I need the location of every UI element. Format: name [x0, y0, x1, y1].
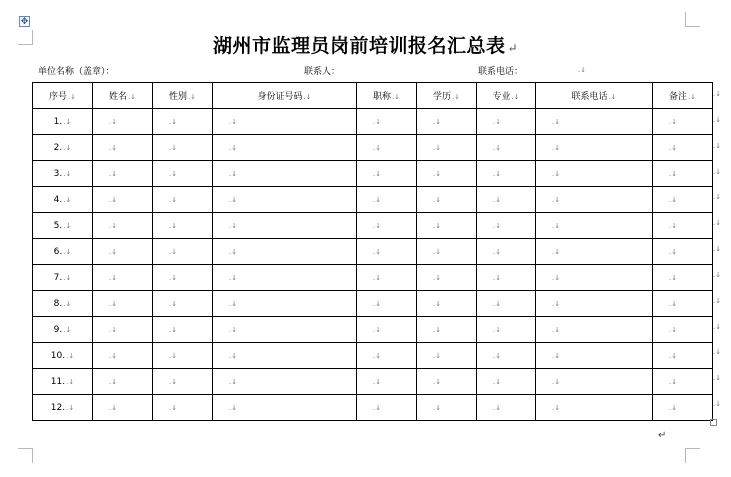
- table-move-handle-icon[interactable]: ✥: [20, 17, 29, 27]
- end-paragraph-mark: ↵: [658, 430, 667, 441]
- table-cell[interactable]: [417, 161, 477, 187]
- cell-end-mark: .↓: [552, 247, 561, 256]
- cell-end-mark: .↓: [669, 117, 678, 126]
- table-row: [33, 395, 713, 421]
- table-cell[interactable]: [357, 369, 417, 395]
- cell-end-mark: .↓: [669, 247, 678, 256]
- table-cell[interactable]: [357, 161, 417, 187]
- table-cell[interactable]: [477, 161, 536, 187]
- cell-end-mark: .↓: [66, 351, 75, 360]
- cell-end-mark: .↓: [169, 169, 178, 178]
- table-cell[interactable]: [213, 369, 357, 395]
- table-cell[interactable]: [213, 135, 357, 161]
- table-cell[interactable]: [477, 317, 536, 343]
- table-cell[interactable]: [477, 187, 536, 213]
- table-cell[interactable]: [93, 161, 153, 187]
- cell-end-mark: .↓: [109, 195, 118, 204]
- table-cell[interactable]: [357, 395, 417, 421]
- paragraph-mark: ↵: [507, 41, 519, 55]
- cell-end-mark: .↓: [373, 351, 382, 360]
- row-number-cell[interactable]: [33, 109, 93, 135]
- row-end-mark: .↓: [713, 115, 722, 124]
- table-cell[interactable]: [417, 109, 477, 135]
- cell-end-mark: .↓: [169, 143, 178, 152]
- row-number: 12.: [50, 402, 66, 413]
- cell-end-mark: .↓: [109, 299, 118, 308]
- table-row: [33, 265, 713, 291]
- cell-end-mark: .↓: [373, 273, 382, 282]
- table-row: [33, 135, 713, 161]
- cell-end-mark: .↓: [493, 351, 502, 360]
- table-cell[interactable]: [357, 135, 417, 161]
- row-end-mark: .↓: [713, 348, 722, 357]
- table-cell[interactable]: [477, 109, 536, 135]
- cell-end-mark: .↓: [169, 299, 178, 308]
- table-cell[interactable]: [213, 213, 357, 239]
- cell-end-mark: .↓: [511, 93, 520, 101]
- table-cell[interactable]: [213, 291, 357, 317]
- table-resize-handle-icon[interactable]: [710, 419, 717, 426]
- table-cell[interactable]: [153, 395, 213, 421]
- table-cell[interactable]: [536, 395, 653, 421]
- table-row: [33, 369, 713, 395]
- table-cell[interactable]: [213, 265, 357, 291]
- cell-end-mark: .↓: [109, 169, 118, 178]
- cell-end-mark: .↓: [169, 403, 178, 412]
- cell-end-mark: .↓: [229, 117, 238, 126]
- row-end-mark: .↓: [713, 90, 722, 98]
- column-header-label: 联系电话: [571, 92, 608, 102]
- cell-end-mark: .↓: [493, 195, 502, 204]
- table-cell[interactable]: [536, 239, 653, 265]
- table-cell[interactable]: [477, 343, 536, 369]
- table-cell[interactable]: [93, 187, 153, 213]
- table-cell[interactable]: [153, 239, 213, 265]
- table-cell[interactable]: [153, 291, 213, 317]
- table-cell[interactable]: [536, 213, 653, 239]
- cell-end-mark: .↓: [229, 169, 238, 178]
- table-cell[interactable]: [93, 343, 153, 369]
- table-cell[interactable]: [417, 291, 477, 317]
- table-cell[interactable]: [153, 265, 213, 291]
- column-header-label: 序号: [48, 92, 67, 102]
- title-text: 湖州市监理员岗前培训报名汇总表: [212, 35, 506, 57]
- table-cell[interactable]: [653, 213, 713, 239]
- table-cell[interactable]: [536, 187, 653, 213]
- row-number-cell[interactable]: [33, 161, 93, 187]
- cell-end-mark: .↓: [552, 403, 561, 412]
- column-header[interactable]: [357, 83, 417, 109]
- cell-end-mark: .↓: [229, 377, 238, 386]
- cell-end-mark: .↓: [373, 247, 382, 256]
- row-number: 10.: [50, 350, 66, 361]
- cell-end-mark: .↓: [433, 117, 442, 126]
- cell-end-mark: .↓: [669, 221, 678, 230]
- row-end-mark: .↓: [713, 322, 722, 331]
- cell-end-mark: .↓: [229, 195, 238, 204]
- cell-end-mark: .↓: [373, 221, 382, 230]
- cell-end-mark: .↓: [169, 195, 178, 204]
- cell-end-mark: .↓: [552, 169, 561, 178]
- column-header[interactable]: [93, 83, 153, 109]
- table-cell[interactable]: [653, 317, 713, 343]
- cell-end-mark: .↓: [552, 351, 561, 360]
- row-number: 3.: [53, 168, 63, 179]
- cell-end-mark: .↓: [669, 195, 678, 204]
- row-number: 7.: [53, 272, 63, 283]
- table-cell[interactable]: [477, 369, 536, 395]
- cell-end-mark: .↓: [433, 169, 442, 178]
- row-number: 2.: [53, 142, 63, 153]
- row-number-cell[interactable]: [33, 265, 93, 291]
- cell-end-mark: .↓: [63, 195, 72, 204]
- cell-end-mark: .↓: [229, 143, 238, 152]
- cell-end-mark: .↓: [67, 93, 77, 101]
- crop-mark-bottom-right: [685, 448, 700, 463]
- row-number: 1.: [53, 116, 63, 127]
- cell-end-mark: .↓: [229, 273, 238, 282]
- cell-end-mark: .↓: [63, 221, 72, 230]
- table-cell[interactable]: [653, 291, 713, 317]
- cell-end-mark: .↓: [303, 93, 312, 101]
- table-cell[interactable]: [417, 395, 477, 421]
- table-row: [33, 317, 713, 343]
- cell-end-mark: .↓: [169, 325, 178, 334]
- cell-end-mark: .↓: [229, 247, 238, 256]
- cell-end-mark: .↓: [493, 247, 502, 256]
- cell-end-mark: .↓: [493, 221, 502, 230]
- cell-end-mark: .↓: [552, 299, 561, 308]
- cell-end-mark: .↓: [669, 169, 678, 178]
- cell-end-mark: .↓: [109, 351, 118, 360]
- column-header[interactable]: [33, 83, 93, 109]
- table-cell[interactable]: [653, 265, 713, 291]
- table-cell[interactable]: [153, 109, 213, 135]
- row-number-cell[interactable]: [33, 239, 93, 265]
- cell-end-mark: .↓: [109, 403, 118, 412]
- cell-end-mark: .↓: [669, 351, 678, 360]
- cell-end-mark: .↓: [66, 403, 75, 412]
- cell-end-mark: .↓: [451, 93, 461, 101]
- table-cell[interactable]: [357, 213, 417, 239]
- cell-end-mark: .↓: [373, 195, 382, 204]
- cell-end-mark: .↓: [187, 93, 197, 101]
- cell-end-mark: .↓: [433, 143, 442, 152]
- row-number: 9.: [53, 324, 63, 335]
- table-cell[interactable]: [153, 369, 213, 395]
- document-title: [0, 31, 731, 58]
- cell-end-mark: .↓: [63, 169, 72, 178]
- table-row: [33, 161, 713, 187]
- contact-person-label: 联系人：: [304, 67, 341, 77]
- table-cell[interactable]: [477, 291, 536, 317]
- crop-mark-top-right: [685, 12, 700, 27]
- cell-end-mark: .↓: [169, 273, 178, 282]
- table-cell[interactable]: [477, 213, 536, 239]
- cell-end-mark: .↓: [169, 247, 178, 256]
- row-number: 11.: [50, 376, 66, 387]
- table-cell[interactable]: [477, 395, 536, 421]
- row-number: 8.: [53, 298, 63, 309]
- cell-end-mark: .↓: [229, 403, 238, 412]
- cell-end-mark: .↓: [109, 325, 118, 334]
- table-cell[interactable]: [93, 291, 153, 317]
- cell-end-mark: .↓: [552, 195, 561, 204]
- cell-end-mark: .↓: [373, 299, 382, 308]
- row-end-marks: [713, 82, 723, 418]
- cell-end-mark: .↓: [493, 117, 502, 126]
- row-number-cell[interactable]: [33, 395, 93, 421]
- table-cell[interactable]: [213, 161, 357, 187]
- table-cell[interactable]: [357, 109, 417, 135]
- cell-end-mark: .↓: [373, 117, 382, 126]
- cell-end-mark: .↓: [493, 169, 502, 178]
- row-end-mark: .↓: [713, 219, 722, 228]
- row-number-cell[interactable]: [33, 343, 93, 369]
- row-number-cell[interactable]: [33, 213, 93, 239]
- cell-end-mark: .↓: [433, 403, 442, 412]
- info-row-end-mark: .↓: [578, 66, 587, 74]
- cell-end-mark: .↓: [63, 273, 72, 282]
- table-cell[interactable]: [653, 369, 713, 395]
- cell-end-mark: .↓: [552, 273, 561, 282]
- table-cell[interactable]: [653, 109, 713, 135]
- cell-end-mark: .↓: [109, 143, 118, 152]
- cell-end-mark: .↓: [493, 143, 502, 152]
- cell-end-mark: .↓: [127, 93, 137, 101]
- table-cell[interactable]: [536, 291, 653, 317]
- cell-end-mark: .↓: [669, 403, 678, 412]
- cell-end-mark: .↓: [109, 221, 118, 230]
- column-header[interactable]: [477, 83, 536, 109]
- table-cell[interactable]: [653, 343, 713, 369]
- table-cell[interactable]: [536, 109, 653, 135]
- contact-phone-label: 联系电话：: [478, 67, 524, 77]
- cell-end-mark: .↓: [229, 351, 238, 360]
- cell-end-mark: .↓: [373, 143, 382, 152]
- table-cell[interactable]: [213, 317, 357, 343]
- table-cell[interactable]: [653, 187, 713, 213]
- crop-mark-bottom-left: [18, 448, 33, 463]
- registration-table: [32, 82, 713, 421]
- table-cell[interactable]: [417, 239, 477, 265]
- org-name-label: 单位名称（盖章）：: [38, 67, 115, 77]
- table-cell[interactable]: [213, 109, 357, 135]
- table-cell[interactable]: [153, 187, 213, 213]
- cell-end-mark: .↓: [109, 273, 118, 282]
- cell-end-mark: .↓: [63, 325, 72, 334]
- row-end-mark: .↓: [713, 193, 722, 202]
- cell-end-mark: .↓: [63, 299, 72, 308]
- row-number-cell[interactable]: [33, 291, 93, 317]
- cell-end-mark: .↓: [493, 377, 502, 386]
- cell-end-mark: .↓: [552, 221, 561, 230]
- table-cell[interactable]: [153, 135, 213, 161]
- table-cell[interactable]: [213, 343, 357, 369]
- row-number: 6.: [53, 246, 63, 257]
- cell-end-mark: .↓: [169, 377, 178, 386]
- table-cell[interactable]: [417, 369, 477, 395]
- row-number: 4.: [53, 194, 63, 205]
- cell-end-mark: .↓: [669, 299, 678, 308]
- table-cell[interactable]: [536, 161, 653, 187]
- cell-end-mark: .↓: [669, 273, 678, 282]
- cell-end-mark: .↓: [433, 377, 442, 386]
- cell-end-mark: .↓: [109, 247, 118, 256]
- table-cell[interactable]: [417, 135, 477, 161]
- table-cell[interactable]: [536, 369, 653, 395]
- column-header-label: 备注: [668, 92, 687, 102]
- cell-end-mark: .↓: [552, 377, 561, 386]
- cell-end-mark: .↓: [169, 117, 178, 126]
- column-header[interactable]: [536, 83, 653, 109]
- table-cell[interactable]: [357, 343, 417, 369]
- cell-end-mark: .↓: [433, 351, 442, 360]
- table-cell[interactable]: [93, 369, 153, 395]
- column-header-label: 专业: [492, 92, 511, 102]
- table-cell[interactable]: [357, 291, 417, 317]
- table-cell[interactable]: [357, 239, 417, 265]
- table-cell[interactable]: [93, 265, 153, 291]
- cell-end-mark: .↓: [433, 325, 442, 334]
- table-cell[interactable]: [213, 395, 357, 421]
- table-header-row: [33, 83, 713, 109]
- table-cell[interactable]: [357, 265, 417, 291]
- cell-end-mark: .↓: [63, 247, 72, 256]
- row-number-cell[interactable]: [33, 369, 93, 395]
- table-row: [33, 109, 713, 135]
- table-cell[interactable]: [477, 239, 536, 265]
- table-cell[interactable]: [653, 135, 713, 161]
- cell-end-mark: .↓: [552, 143, 561, 152]
- row-number-cell[interactable]: [33, 135, 93, 161]
- cell-end-mark: .↓: [66, 377, 75, 386]
- table-row: [33, 187, 713, 213]
- cell-end-mark: .↓: [493, 403, 502, 412]
- row-end-mark: .↓: [713, 141, 722, 150]
- table-cell[interactable]: [357, 187, 417, 213]
- table-row: [33, 239, 713, 265]
- column-header-label: 性别: [168, 92, 187, 102]
- table-cell[interactable]: [477, 135, 536, 161]
- cell-end-mark: .↓: [373, 325, 382, 334]
- column-header-label: 身份证号码: [257, 92, 303, 102]
- row-end-mark: .↓: [713, 270, 722, 279]
- column-header[interactable]: [213, 83, 357, 109]
- table-cell[interactable]: [153, 343, 213, 369]
- cell-end-mark: .↓: [229, 221, 238, 230]
- table-cell[interactable]: [653, 239, 713, 265]
- table-cell[interactable]: [213, 239, 357, 265]
- cell-end-mark: .↓: [669, 325, 678, 334]
- table-cell[interactable]: [477, 265, 536, 291]
- cell-end-mark: .↓: [433, 221, 442, 230]
- table-cell[interactable]: [93, 109, 153, 135]
- table-cell[interactable]: [153, 161, 213, 187]
- cell-end-mark: .↓: [493, 325, 502, 334]
- table-row: [33, 291, 713, 317]
- table-cell[interactable]: [536, 265, 653, 291]
- table-cell[interactable]: [93, 395, 153, 421]
- cell-end-mark: .↓: [433, 299, 442, 308]
- table-cell[interactable]: [93, 213, 153, 239]
- table-cell[interactable]: [653, 395, 713, 421]
- table-row: [33, 213, 713, 239]
- row-end-mark: .↓: [713, 167, 722, 176]
- cell-end-mark: .↓: [373, 377, 382, 386]
- row-number-cell[interactable]: [33, 317, 93, 343]
- cell-end-mark: .↓: [433, 273, 442, 282]
- table-body: [33, 109, 713, 421]
- table-cell[interactable]: [417, 265, 477, 291]
- table-cell[interactable]: [417, 343, 477, 369]
- cell-end-mark: .↓: [433, 247, 442, 256]
- table-cell[interactable]: [153, 317, 213, 343]
- table-cell[interactable]: [153, 213, 213, 239]
- cell-end-mark: .↓: [109, 117, 118, 126]
- table-cell[interactable]: [213, 187, 357, 213]
- column-header-label: 学历: [432, 92, 451, 102]
- cell-end-mark: .↓: [229, 299, 238, 308]
- table-cell[interactable]: [93, 317, 153, 343]
- row-end-mark: .↓: [713, 296, 722, 305]
- cell-end-mark: .↓: [63, 117, 72, 126]
- cell-end-mark: .↓: [229, 325, 238, 334]
- column-header[interactable]: [417, 83, 477, 109]
- row-end-mark: .↓: [713, 245, 722, 254]
- table-cell[interactable]: [93, 239, 153, 265]
- cell-end-mark: .↓: [433, 195, 442, 204]
- cell-end-mark: .↓: [552, 325, 561, 334]
- cell-end-mark: .↓: [493, 299, 502, 308]
- cell-end-mark: .↓: [669, 377, 678, 386]
- table-cell[interactable]: [357, 317, 417, 343]
- column-header[interactable]: [653, 83, 713, 109]
- table-cell[interactable]: [536, 317, 653, 343]
- row-end-mark: .↓: [713, 374, 722, 383]
- cell-end-mark: .↓: [608, 93, 617, 101]
- column-header-label: 职称: [372, 92, 391, 102]
- column-header[interactable]: [153, 83, 213, 109]
- cell-end-mark: .↓: [373, 403, 382, 412]
- row-number: 5.: [53, 220, 63, 231]
- cell-end-mark: .↓: [63, 143, 72, 152]
- cell-end-mark: .↓: [552, 117, 561, 126]
- cell-end-mark: .↓: [687, 93, 697, 101]
- table-cell[interactable]: [653, 161, 713, 187]
- row-end-mark: .↓: [713, 400, 722, 409]
- cell-end-mark: .↓: [169, 221, 178, 230]
- table-cell[interactable]: [417, 187, 477, 213]
- cell-end-mark: .↓: [109, 377, 118, 386]
- table-cell[interactable]: [417, 317, 477, 343]
- cell-end-mark: .↓: [493, 273, 502, 282]
- table-cell[interactable]: [417, 213, 477, 239]
- table-cell[interactable]: [536, 135, 653, 161]
- row-number-cell[interactable]: [33, 187, 93, 213]
- table-cell[interactable]: [536, 343, 653, 369]
- column-header-label: 姓名: [108, 92, 127, 102]
- cell-end-mark: .↓: [391, 93, 401, 101]
- table-cell[interactable]: [93, 135, 153, 161]
- cell-end-mark: .↓: [373, 169, 382, 178]
- cell-end-mark: .↓: [669, 143, 678, 152]
- cell-end-mark: .↓: [169, 351, 178, 360]
- table-row: [33, 343, 713, 369]
